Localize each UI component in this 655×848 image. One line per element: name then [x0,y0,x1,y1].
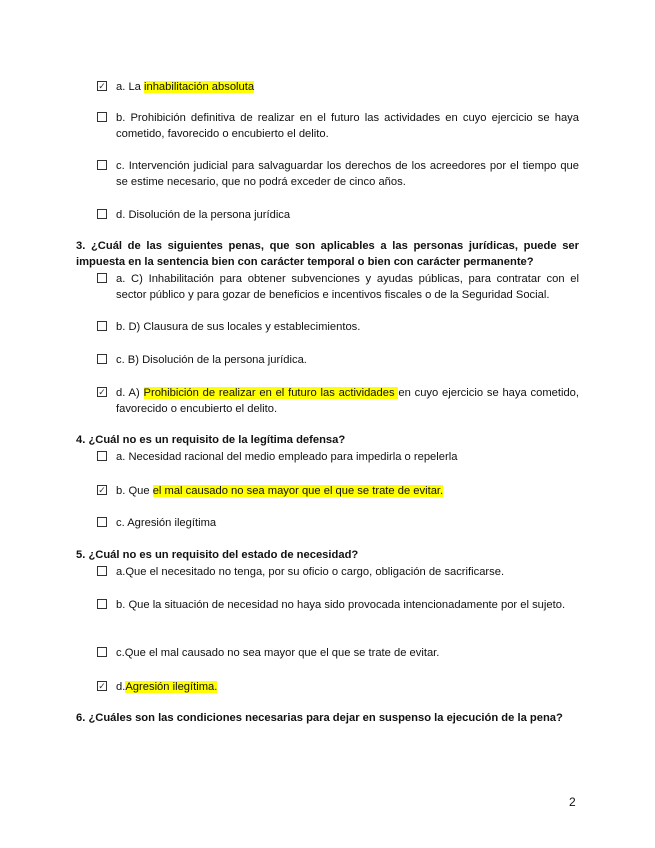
page-number: 2 [569,795,576,809]
q4-option-a[interactable]: a. Necesidad racional del medio empleado para impedirla o repelerla [97,449,579,465]
q2-option-d[interactable]: d. Disolución de la persona jurídica [97,207,579,223]
checkbox-icon[interactable] [97,451,107,461]
q4-option-b[interactable]: ✓ b. Que el mal causado no sea mayor que el que se trate de evitar. [98,485,444,497]
q5-option-b[interactable]: b. Que la situación de necesidad no haya sido provocada intencionadamente por el sujeto. [97,597,579,613]
checkbox-icon[interactable] [97,209,107,219]
q3-option-c[interactable]: c. B) Disolución de la persona jurídica. [97,352,579,368]
highlighted-answer: inhabilitación absoluta [144,81,255,93]
highlighted-answer: Agresión ilegítima. [125,681,218,693]
checkbox-icon[interactable] [97,599,107,609]
checkbox-checked-icon[interactable]: ✓ [98,485,106,495]
checkbox-icon[interactable] [97,273,107,283]
checkbox-icon[interactable] [97,647,107,657]
q5-option-a[interactable]: a.Que el necesitado no tenga, por su oficio o cargo, obligación de sacrificarse. [97,564,579,580]
q5-option-c[interactable]: c.Que el mal causado no sea mayor que el que se trate de evitar. [97,645,579,661]
checkbox-icon[interactable] [97,566,107,576]
q4-option-c[interactable]: c. Agresión ilegítima [97,515,579,531]
question-5: 5. ¿Cuál no es un requisito del estado de necesidad? [76,549,359,561]
checkbox-checked-icon[interactable]: ✓ [98,681,106,691]
highlighted-answer: Prohibición de realizar en el futuro las actividades [143,387,399,399]
question-4: 4. ¿Cuál no es un requisito de la legítima defensa? [76,434,346,446]
q3-option-a[interactable]: a. C) Inhabilitación para obtener subvenciones y ayudas públicas, para contratar con el sector público y para gozar de beneficios e incentivos fiscales o de la Seguridad Social. [97,271,579,303]
highlighted-answer: el mal causado no sea mayor que el que se trate de evitar. [152,485,444,497]
checkbox-icon[interactable] [97,354,107,364]
q3-option-b[interactable]: b. D) Clausura de sus locales y establecimientos. [97,319,579,335]
question-6: 6. ¿Cuáles son las condiciones necesarias para dejar en suspenso la ejecución de la pena? [76,712,563,724]
checkbox-icon[interactable] [97,160,107,170]
checkbox-icon[interactable] [97,517,107,527]
q3-option-d[interactable]: ✓ d. A) Prohibición de realizar en el futuro las actividades en cuyo ejercicio se haya cometido, favorecido o encubierto el delito. [98,387,580,415]
checkbox-icon[interactable] [97,321,107,331]
q5-option-d[interactable]: ✓ d.Agresión ilegítima. [98,681,218,693]
q2-option-b[interactable]: b. Prohibición definitiva de realizar en el futuro las actividades en cuyo ejercicio se haya cometido, favorecido o encubierto el delito. [97,110,579,142]
q2-option-c[interactable]: c. Intervención judicial para salvaguardar los derechos de los acreedores por el tiempo que se estime necesario, que no podrá exceder de cinco años. [97,158,579,190]
question-3: 3. ¿Cuál de las siguientes penas, que son aplicables a las personas jurídicas, puede ser impuesta en la sentencia bien con carácter temporal o bien con carácter permanente? [76,240,579,268]
q2-option-a[interactable]: ✓ a. La inhabilitación absoluta [98,81,255,93]
checkbox-checked-icon[interactable]: ✓ [98,81,106,91]
checkbox-icon[interactable] [97,112,107,122]
checkbox-checked-icon[interactable]: ✓ [98,387,106,397]
